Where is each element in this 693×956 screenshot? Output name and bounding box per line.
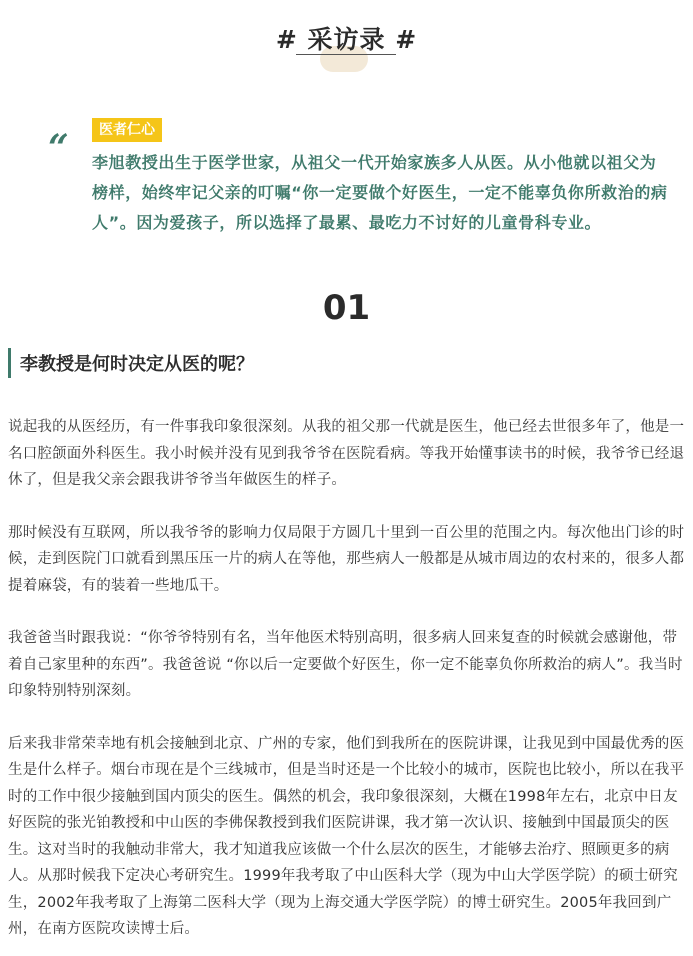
paragraph: 说起我的从医经历，有一件事我印象很深刻。从我的祖父那一代就是医生，他已经去世很多年了，他是一名口腔颌面外科医生。我小时候并没有见到我爷爷在医院看病。等我开始懂事读书的时候，我爷爷已经退休了，但是我父亲会跟我讲爷爷当年做医生的样子。 (8, 419, 685, 488)
category-tag: 医者仁心 (92, 118, 162, 142)
section-number: 01 (322, 288, 371, 328)
header (0, 18, 693, 78)
question-text: 李教授是何时决定从医的呢？ (20, 354, 254, 375)
quote-mark-icon: “ (48, 127, 69, 169)
page-title: # 采访录 # (275, 25, 418, 54)
paragraph: 后来我非常荣幸地有机会接触到北京、广州的专家，他们到我所在的医院讲课，让我见到中国最优秀的医生是什么样子。烟台市现在是个三线城市，但是当时还是一个比较小的城市，医院也比较小，所以在我平时的工作中很少接触到国内顶尖的医生。偶然的机会，我印象很深刻，大概在1998年左右，北京中日友好医院的张光铂教授和中山医的李佛保教授到我们医院讲课，我才第一次认识、接触到中国最顶尖的医生。这对当时的我触动非常大，我才知道我应该做一个什么层次的医生，才能够去治疗、照顾更多的病人。从那时候我下定决心考研究生。1999年我考取了中山医科大学（现为中山大学医学院）的硕士研究生，2002年我考取了上海第二医科大学（现为上海交通大学医学院）的博士研究生。2005年我回到广州，在南方医院攻读博士后。 (8, 735, 685, 937)
answer-body (8, 414, 686, 956)
title-underline (296, 54, 396, 55)
question-accent-bar (8, 348, 11, 378)
quote-text: 李旭教授出生于医学世家，从祖父一代开始家族多人从医。从小他就以祖父为榜样，始终牢记父亲的叮嘱“你一定要做个好医生，一定不能辜负你所救治的病人”。因为爱孩子，所以选择了最累、最吃力不讨好的儿童骨科专业。 (92, 153, 668, 232)
paragraph: 那时候没有互联网，所以我爷爷的影响力仅局限于方圆几十里到一百公里的范围之内。每次他出门诊的时候，走到医院门口就看到黑压压一片的病人在等他，那些病人一般都是从城市周边的农村来的，很多人都提着麻袋，有的装着一些地瓜干。 (8, 524, 685, 594)
paragraph: 我爸爸当时跟我说：“你爷爷特别有名，当年他医术特别高明，很多病人回来复查的时候就会感谢他，带着自己家里种的东西”。我爸爸说 “你以后一定要做个好医生，你一定不能辜负你所救治的病人”。我当时印象特别特别深刻。 (8, 630, 683, 699)
